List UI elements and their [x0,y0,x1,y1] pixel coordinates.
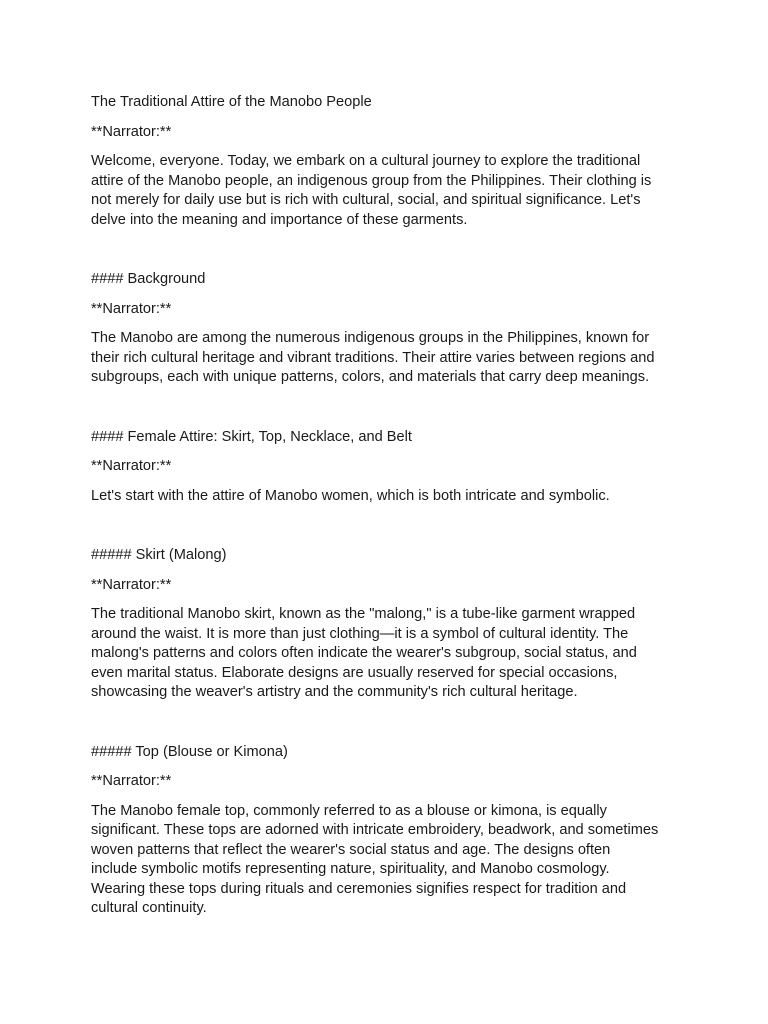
background-paragraph: The Manobo are among the numerous indigenous groups in the Philippines, known for their rich cultural heritage and vibrant traditions. Their attire varies between regions and subgroups, each with unique patterns, colors, and materials that carry deep meanings. [91,330,655,385]
narrator-label: **Narrator:** [91,123,172,140]
section-heading-background: #### Background [91,271,206,287]
female-attire-paragraph: Let's start with the attire of Manobo women, which is both intricate and symbolic. [91,487,610,504]
skirt-paragraph: The traditional Manobo skirt, known as the "malong," is a tube-like garment wrapped around the waist. It is more than just clothing—it is a symbol of cultural identity. The malong's patterns and colors often indicate the wearer's subgroup, social status, and even marital status. Elaborate designs are usually reserved for special occasions, showcasing the weaver's artistry and the community's rich cultural heritage. [91,606,637,700]
top-paragraph: The Manobo female top, commonly referred to as a blouse or kimona, is equally significant. These tops are adorned with intricate embroidery, beadwork, and sometimes woven patterns that reflect the wearer's social status and age. The designs often include symbolic motifs representing nature, spirituality, and Manobo cosmology. Wearing these tops during rituals and ceremonies signifies respect for tradition and cultural continuity. [91,802,659,916]
narrator-label: **Narrator:** [91,300,172,317]
narrator-label: **Narrator:** [91,773,172,789]
document-page [91,93,691,919]
document-title: The Traditional Attire of the Manobo People [91,94,372,110]
section-heading-female-attire: #### Female Attire: Skirt, Top, Necklace, and Belt [91,428,412,445]
narrator-label: **Narrator:** [91,576,172,593]
section-heading-top: ##### Top (Blouse or Kimona) [91,743,288,760]
narrator-label: **Narrator:** [91,458,172,474]
intro-paragraph: Welcome, everyone. Today, we embark on a cultural journey to explore the traditional attire of the Manobo people, an indigenous group from the Philippines. Their clothing is not merely for daily use but is rich with cultural, social, and spiritual significance. Let's delve into the meaning and importance of these garments. [91,153,652,228]
section-heading-skirt: ##### Skirt (Malong) [91,547,227,563]
